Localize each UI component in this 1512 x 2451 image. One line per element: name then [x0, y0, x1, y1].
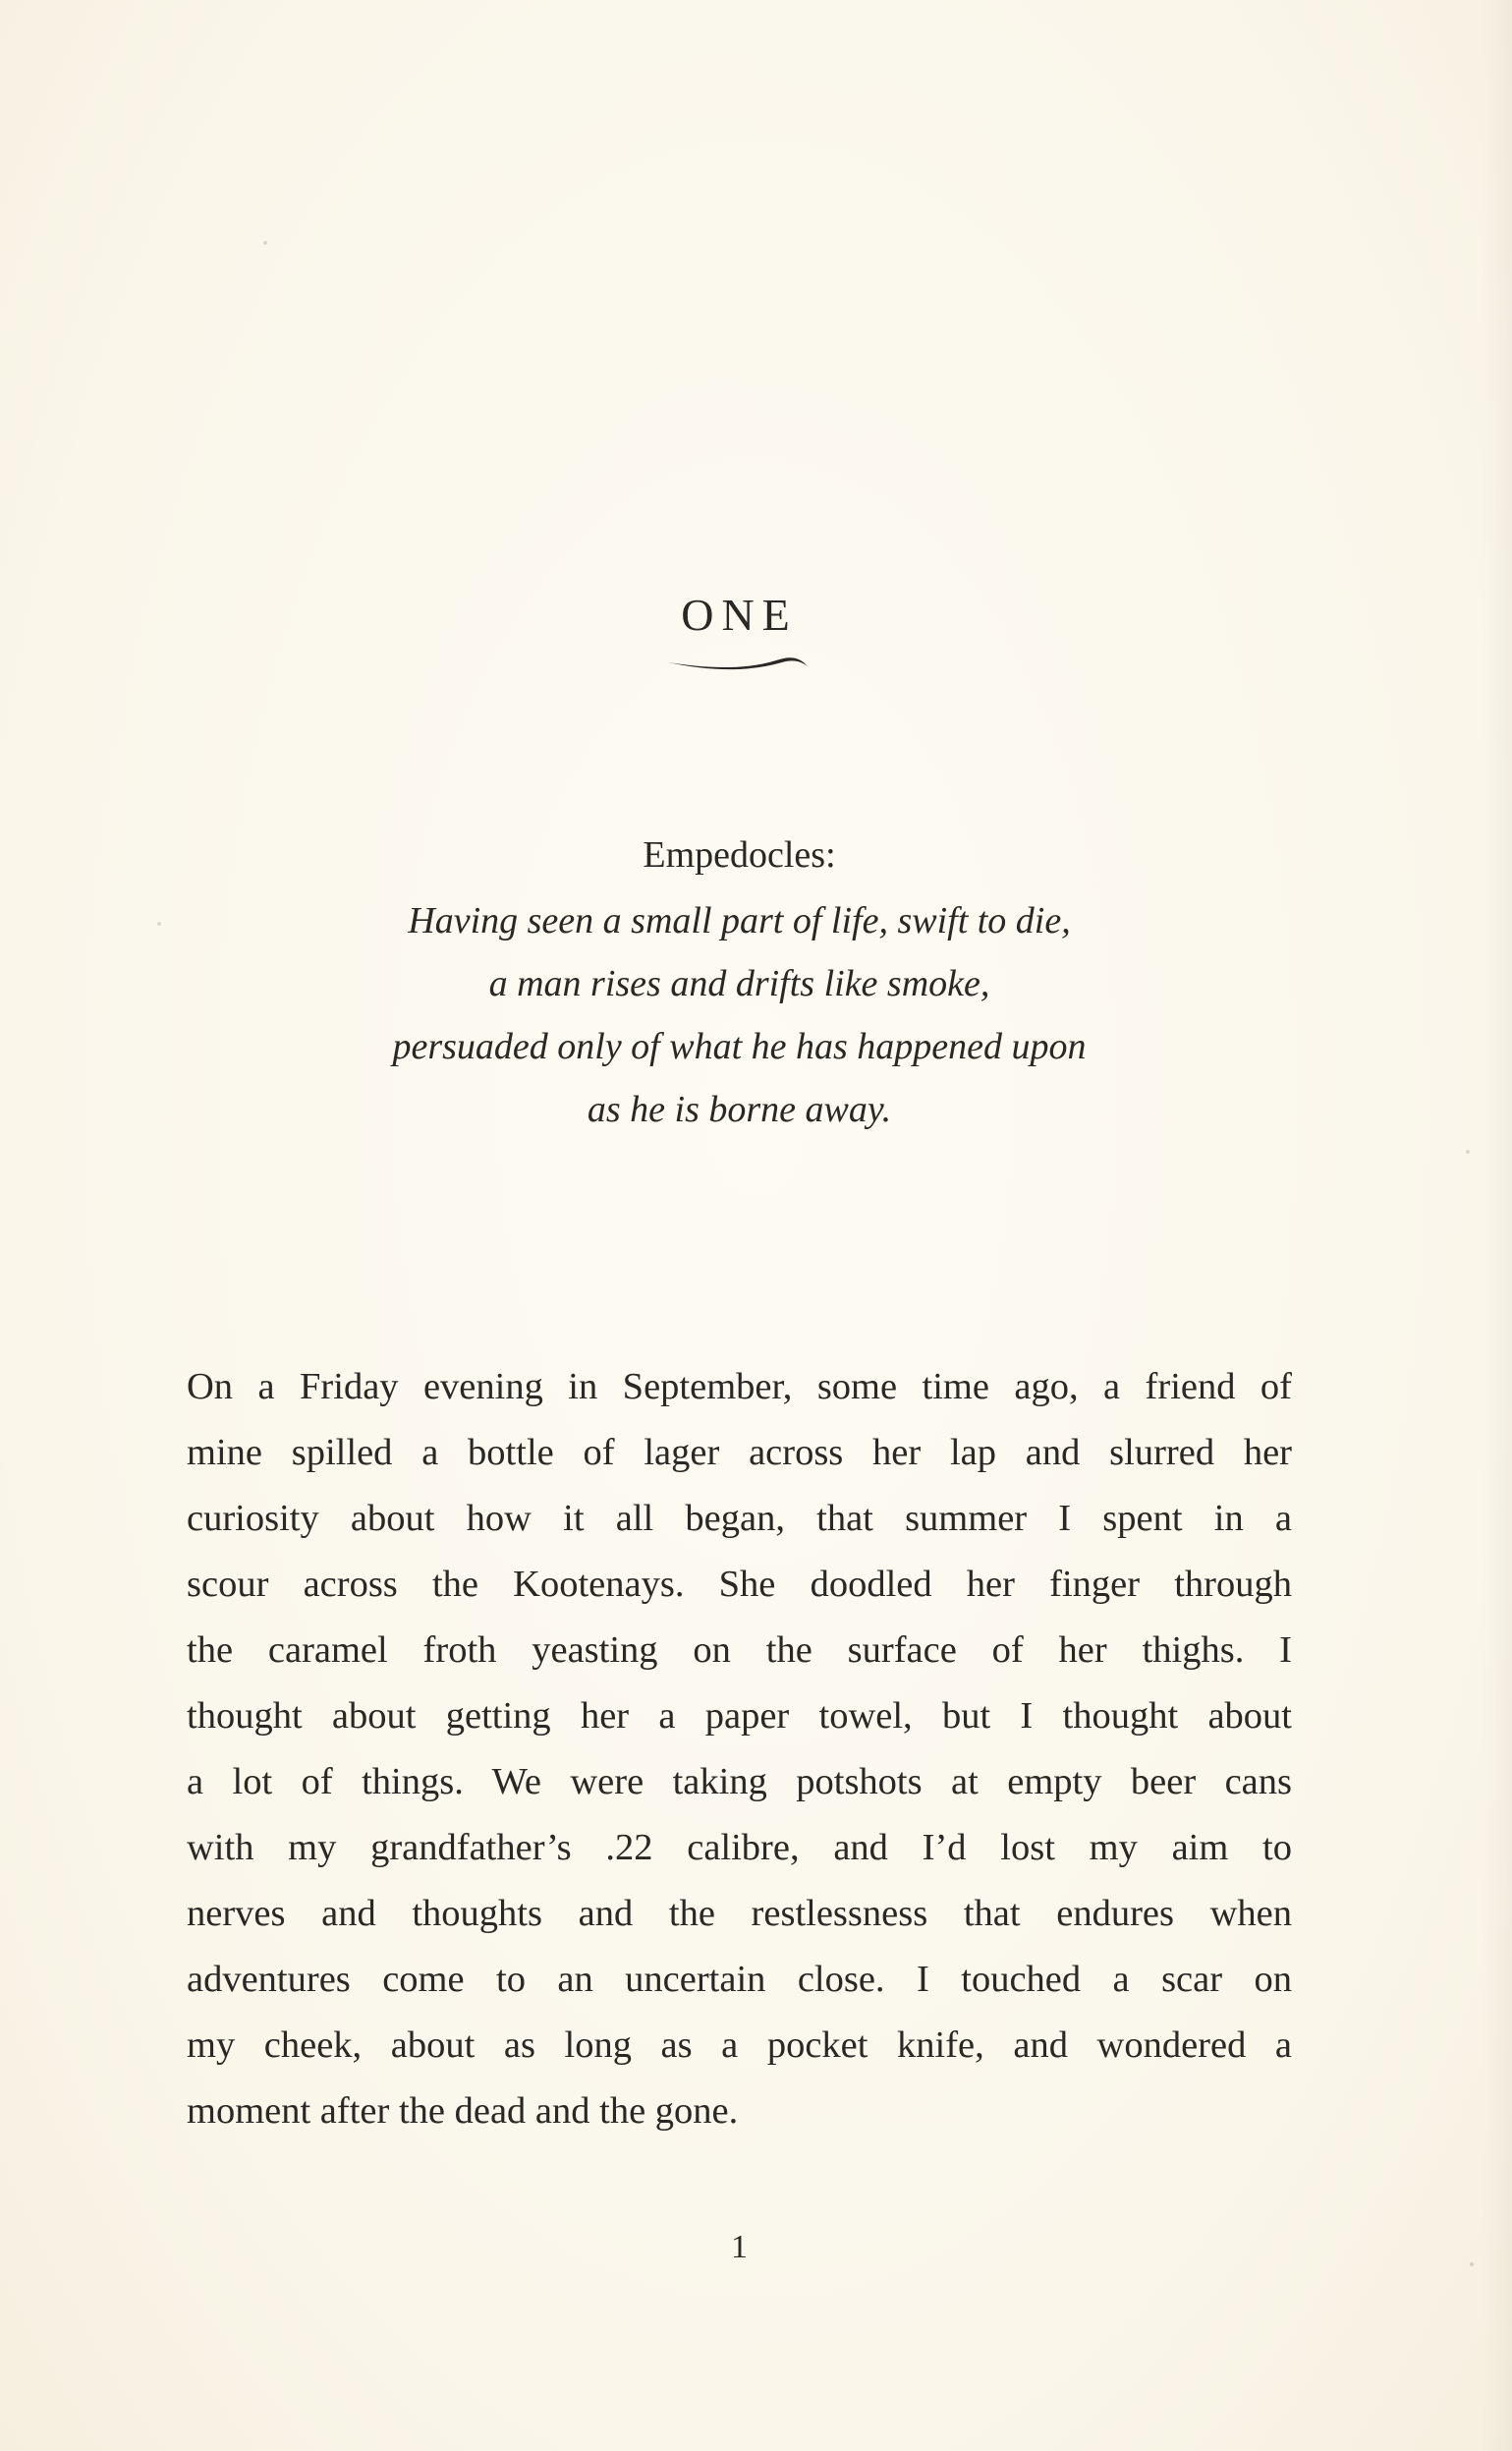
body-line: the caramel froth yeasting on the surface of her thighs. I	[187, 1629, 1292, 1671]
epigraph	[0, 830, 1479, 1141]
body-line: with my grandfather’s .22 calibre, and I’d lost my aim to	[187, 1827, 1292, 1868]
body-line: nerves and thoughts and the restlessness that endures when	[187, 1893, 1292, 1934]
body-paragraph	[187, 1354, 1292, 2144]
body-line: my cheek, about as long as a pocket knife, and wondered a	[187, 2024, 1292, 2066]
page-edge-shadow	[1483, 0, 1512, 2451]
epigraph-author: Empedocles:	[643, 834, 836, 876]
body-line: On a Friday evening in September, some time ago, a friend of	[187, 1366, 1292, 1407]
epigraph-line: Having seen a small part of life, swift to die,	[408, 900, 1071, 941]
paper-speck	[263, 241, 267, 245]
body-line: adventures come to an uncertain close. I touched a scar on	[187, 1959, 1292, 2000]
body-line: mine spilled a bottle of lager across her lap and slurred her	[187, 1432, 1292, 1473]
body-line: scour across the Kootenays. She doodled her finger through	[187, 1564, 1292, 1605]
page-number: 1	[731, 2229, 748, 2265]
chapter-ornament-swash	[666, 649, 813, 672]
body-line: curiosity about how it all began, that summer I spent in a	[187, 1498, 1292, 1539]
body-line: thought about getting her a paper towel, but I thought about	[187, 1695, 1292, 1737]
epigraph-line: persuaded only of what he has happened upon	[392, 1026, 1087, 1067]
chapter-title: ONE	[681, 589, 798, 640]
body-line: moment after the dead and the gone.	[187, 2090, 739, 2132]
epigraph-line: a man rises and drifts like smoke,	[488, 963, 990, 1004]
epigraph-line: as he is borne away.	[587, 1089, 892, 1130]
body-line: a lot of things. We were taking potshots at empty beer cans	[187, 1761, 1292, 1802]
paper-speck	[1466, 1150, 1470, 1154]
